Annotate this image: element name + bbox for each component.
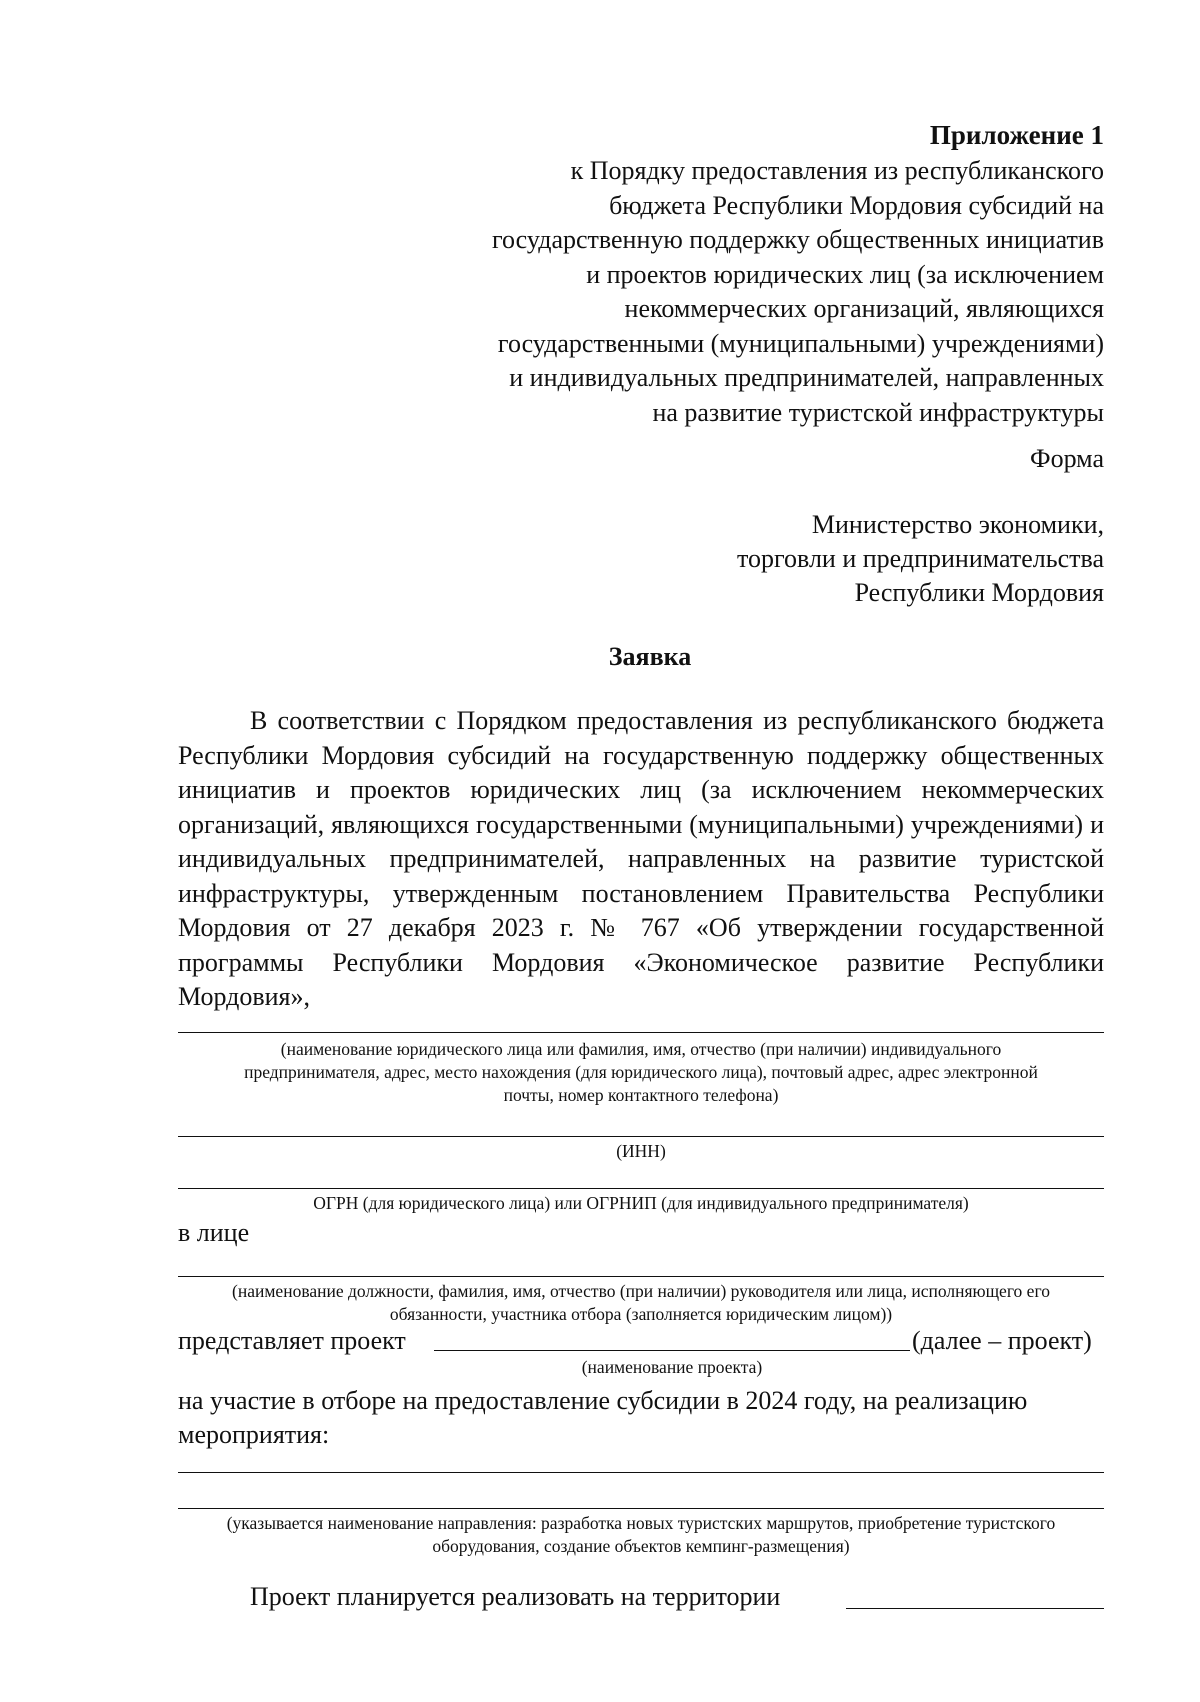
appendix-line: бюджета Республики Мордовия субсидий на bbox=[609, 190, 1104, 220]
appendix-line: к Порядку предоставления из республиканского bbox=[570, 156, 1104, 185]
representative-caption: (наименование должности, фамилия, имя, отчество (при наличии) руководителя или лица, исполняющего его обязанности, участника отбора (заполняется юридическим лицом)) bbox=[232, 1281, 1050, 1324]
represented-by-label: в лице bbox=[178, 1218, 250, 1247]
territory-label: Проект планируется реализовать на территории bbox=[250, 1582, 781, 1611]
applicant-fill-line[interactable] bbox=[178, 1032, 1104, 1033]
intro-paragraph: В соответствии с Порядком предоставления из республиканского бюджета Республики Мордовия субсидий на государственную поддержку общественных инициатив и проектов юридических лиц (за исключением некоммерческих организаций, являющихся государственными (муниципальными) учреждениями) и индивидуальных предпринимателей, направленных на развитие туристской инфраструктуры, утвержденным постановлением Правительства Республики Мордовия от 27 декабря 2023 г. № 767 «Об утверждении государственной программы Республики Мордовия «Экономическое развитие Республики Мордовия», bbox=[178, 706, 1104, 1011]
appendix-line: государственную поддержку общественных инициатив bbox=[492, 225, 1104, 254]
recipient-block bbox=[584, 508, 1104, 610]
direction-caption: (указывается наименование направления: разработка новых туристских маршрутов, приобретение туристского оборудования, создание объектов кемпинг-размещения) bbox=[226, 1513, 1056, 1556]
applicant-caption: (наименование юридического лица или фамилия, имя, отчество (при наличии) индивидуального предпринимателя, адрес, место нахождения (для юридического лица), почтовый адрес, адрес электронной почты, номер контактного телефона) bbox=[244, 1039, 1038, 1105]
inn-fill-line[interactable] bbox=[178, 1136, 1104, 1137]
document-title: Заявка bbox=[608, 642, 692, 671]
appendix-line: государственными (муниципальными) учреждениями) bbox=[497, 328, 1104, 358]
ogrn-caption: ОГРН (для юридического лица) или ОГРНИП (для индивидуального предпринимателя) bbox=[313, 1193, 969, 1213]
project-suffix: (далее – проект) bbox=[912, 1326, 1092, 1355]
ogrn-fill-line[interactable] bbox=[178, 1188, 1104, 1189]
participation-line: на участие в отборе на предоставление субсидии в 2024 году, на реализацию bbox=[178, 1386, 1028, 1415]
appendix-line: и индивидуальных предпринимателей, направленных bbox=[509, 363, 1104, 392]
appendix-line: на развитие туристской инфраструктуры bbox=[652, 397, 1104, 427]
recipient-line: торговли и предпринимательства bbox=[736, 544, 1104, 573]
appendix-header bbox=[344, 118, 1104, 430]
appendix-line: некоммерческих организаций, являющихся bbox=[624, 294, 1104, 323]
recipient-line: Республики Мордовия bbox=[854, 578, 1104, 607]
representative-fill-line[interactable] bbox=[178, 1276, 1104, 1277]
project-caption: (наименование проекта) bbox=[581, 1357, 763, 1377]
participation-line: мероприятия: bbox=[178, 1420, 330, 1449]
direction-fill-line[interactable] bbox=[178, 1472, 1104, 1473]
appendix-line: и проектов юридических лиц (за исключением bbox=[586, 259, 1104, 289]
direction-fill-line[interactable] bbox=[178, 1508, 1104, 1509]
territory-field[interactable] bbox=[846, 1582, 1104, 1609]
project-prefix: представляет проект bbox=[178, 1326, 406, 1355]
project-name-field[interactable] bbox=[434, 1324, 910, 1351]
inn-caption: (ИНН) bbox=[616, 1141, 666, 1161]
form-label: Форма bbox=[1030, 444, 1104, 473]
appendix-title: Приложение 1 bbox=[929, 120, 1104, 150]
recipient-line: Министерство экономики, bbox=[811, 510, 1104, 539]
